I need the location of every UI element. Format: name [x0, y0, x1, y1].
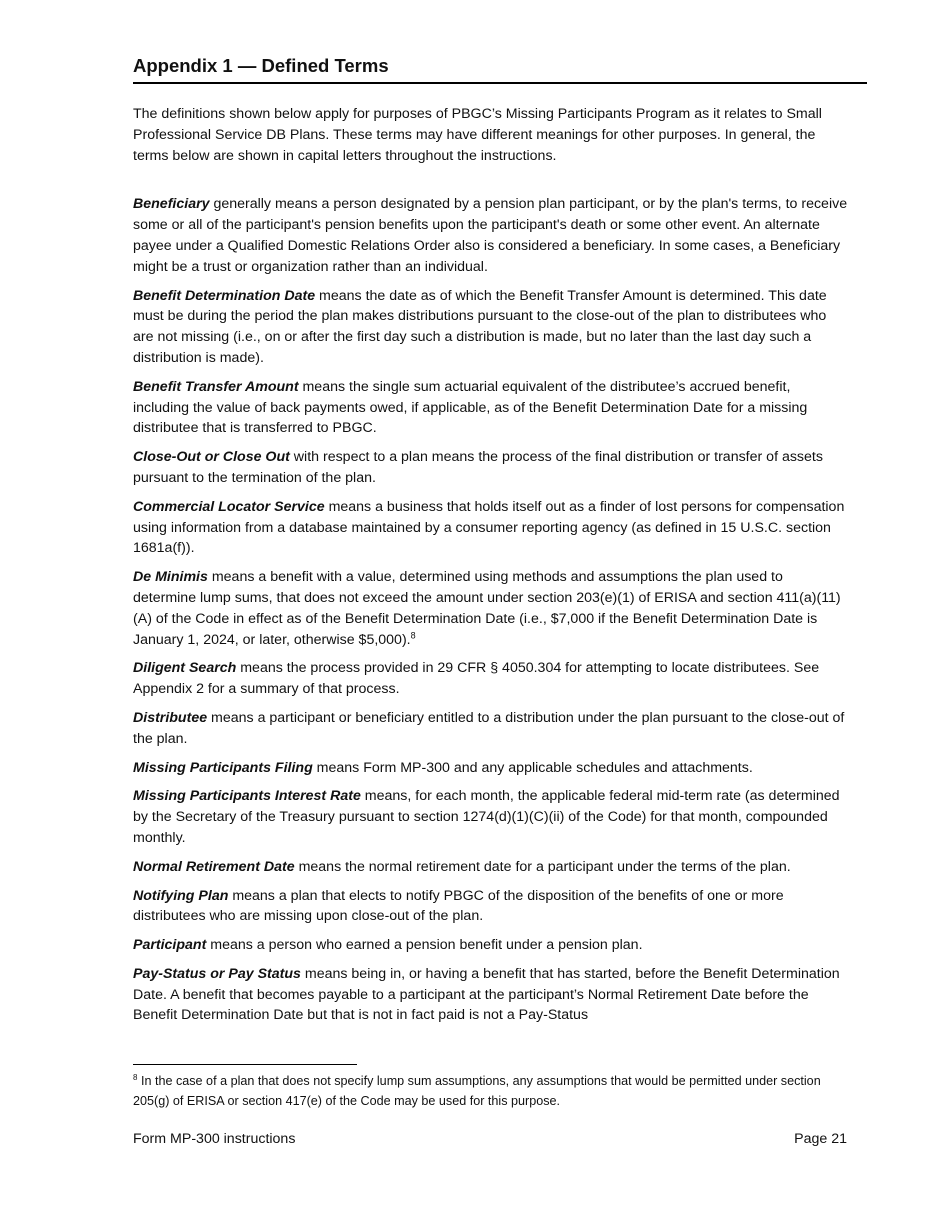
footnote-mark: 8 — [133, 1072, 138, 1082]
definition-item — [133, 658, 849, 700]
definition-text: means the normal retirement date for a participant under the terms of the plan. — [294, 858, 791, 875]
definition-term: Missing Participants Interest Rate — [133, 788, 361, 805]
definition-text: with respect to a plan means the process of the final distribution or transfer of assets pursuant to the termination of the plan. — [133, 449, 823, 486]
definition-item — [133, 964, 849, 1026]
definition-item — [133, 708, 849, 750]
definition-text: generally means a person designated by a pension plan participant, or by the plan's terms, to receive some or all of the participant's pension benefits upon the participant's death or some other event. An alternate payee under a Qualified Domestic Relations Order also is considered a beneficiary. In some cases, a Beneficiary might be a trust or organization rather than an individual. — [133, 196, 848, 275]
definition-term: De Minimis — [133, 569, 208, 586]
definition-item — [133, 886, 849, 928]
definition-item — [133, 567, 849, 650]
definition-item — [133, 497, 849, 559]
definition-term: Normal Retirement Date — [133, 858, 295, 875]
definitions-list — [133, 194, 849, 1026]
definition-item — [133, 857, 849, 878]
definition-text: means a participant or beneficiary entitled to a distribution under the plan pursuant to the close-out of the plan. — [133, 709, 845, 747]
footer-page-number: Page 21 — [794, 1131, 847, 1147]
definition-item — [133, 377, 849, 439]
intro-paragraph: The definitions shown below apply for purposes of PBGC’s Missing Participants Program as it relates to Small Professional Service DB Plans. These terms may have different meanings for other purposes. In general, the terms below are shown in capital letters throughout the instructions. — [133, 106, 822, 164]
definition-term: Diligent Search — [133, 660, 237, 677]
definition-term: Benefit Determination Date — [133, 287, 316, 304]
definition-term: Close-Out or Close Out — [133, 449, 290, 466]
definition-term: Notifying Plan — [133, 887, 229, 904]
definition-text: means a benefit with a value, determined using methods and assumptions the plan used to determine lump sums, that does not exceed the amount under section 203(e)(1) of ERISA and section 411(a)(11)(A) of the Code in effect as of the Benefit Determination Date (i.e., $7,000 if the Benefit Determination Date is January 1, 2024, or later, otherwise $5,000). — [133, 569, 841, 648]
definition-text: means Form MP-300 and any applicable schedules and attachments. — [312, 759, 753, 776]
definition-term: Participant — [133, 937, 207, 954]
definition-text: means the date as of which the Benefit Transfer Amount is determined. This date must be during the period the plan makes distributions pursuant to the close-out of the plan to distributees who are not missing (i.e., on or after the first day such a distribution is made, but no later than the last day such a distribution is made). — [133, 287, 827, 366]
definition-item — [133, 758, 849, 779]
footer-document-title: Form MP-300 instructions — [133, 1131, 296, 1147]
definition-text: means being in, or having a benefit that has started, before the Benefit Determination Date. A benefit that becomes payable to a participant at the participant’s Normal Retirement Date before the Benefit Determination Date but that is not in fact paid is not a Pay-Status — [133, 965, 840, 1024]
footnote — [133, 1072, 849, 1111]
definition-item — [133, 286, 849, 369]
definition-item — [133, 935, 849, 956]
footnote-text: In the case of a plan that does not specify lump sum assumptions, any assumptions that would be permitted under section 205(g) of ERISA or section 417(e) of the Code may be used for this purpose. — [133, 1074, 821, 1108]
page-body — [133, 55, 849, 1034]
definition-term: Beneficiary — [133, 196, 210, 213]
definition-text: means a business that holds itself out as a finder of lost persons for compensation using information from a database maintained by a consumer reporting agency (as defined in 15 U.S.C. section 1681a(f)). — [133, 498, 845, 557]
definition-text: means a plan that elects to notify PBGC of the disposition of the benefits of one or more distributees who are missing upon close-out of the plan. — [133, 887, 784, 925]
definition-term: Pay-Status or Pay Status — [133, 965, 301, 982]
definition-text: means the single sum actuarial equivalent of the distributee’s accrued benefit, including the value of back payments owed, if applicable, as of the Benefit Determination Date for a missing distributee that is transferred to PBGC. — [133, 378, 808, 437]
page-title: Appendix 1 — Defined Terms — [133, 55, 867, 84]
definition-term: Benefit Transfer Amount — [133, 378, 299, 395]
definition-text: means, for each month, the applicable federal mid-term rate (as determined by the Secretary of the Treasury pursuant to section 1274(d)(1)(C)(ii) of the Code) for that month, compounded monthly. — [133, 788, 840, 846]
footnote-divider — [133, 1064, 357, 1065]
definition-term: Commercial Locator Service — [133, 498, 325, 515]
definition-term: Missing Participants Filing — [133, 759, 313, 776]
page-footer — [133, 1131, 847, 1147]
definition-item — [133, 786, 849, 848]
definition-item — [133, 447, 849, 489]
definition-text: means a person who earned a pension benefit under a pension plan. — [206, 937, 643, 954]
footnote-reference[interactable]: 8 — [410, 629, 416, 640]
definition-text: means the process provided in 29 CFR § 4050.304 for attempting to locate distributees. See Appendix 2 for a summary of that process. — [133, 660, 820, 698]
definition-term: Distributee — [133, 709, 208, 726]
definition-item — [133, 194, 849, 277]
